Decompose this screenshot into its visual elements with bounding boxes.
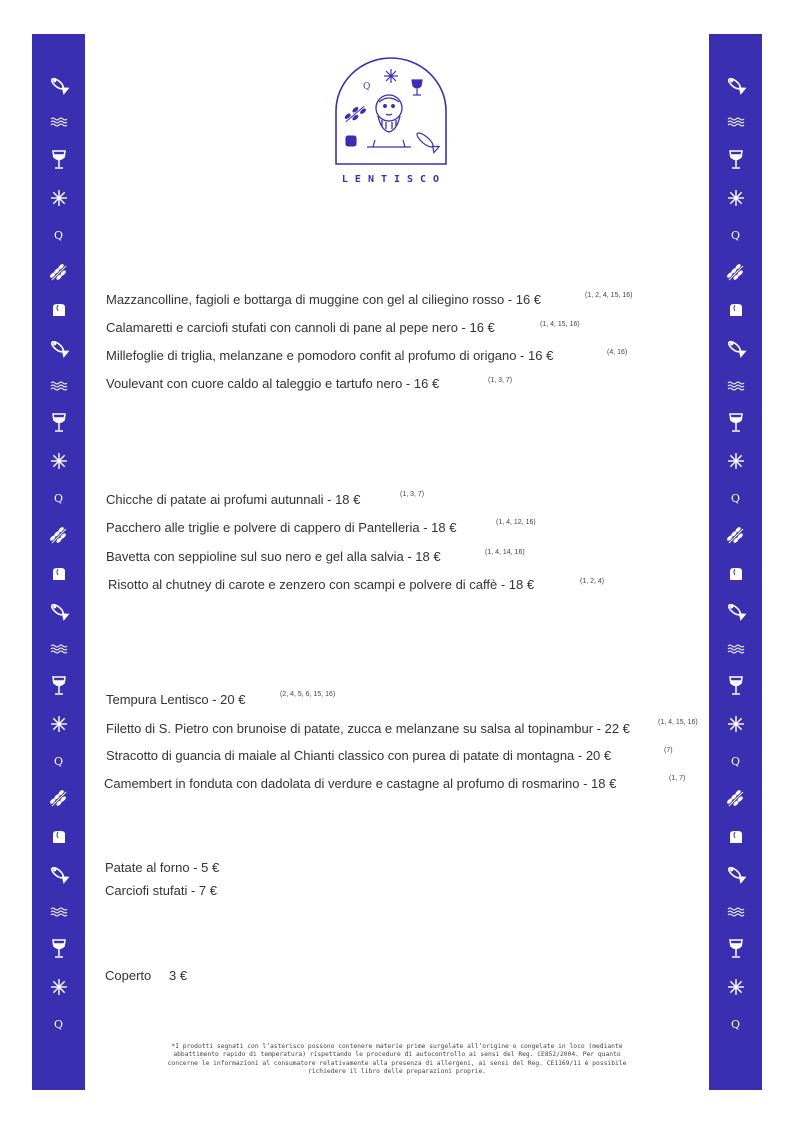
fish-icon — [709, 329, 762, 367]
waves-icon — [709, 104, 762, 142]
q-letter-icon — [709, 743, 762, 781]
coperto-label: Coperto — [105, 968, 152, 983]
right-decorative-band — [709, 34, 762, 1090]
allergen-list: (1, 4, 12, 16) — [496, 519, 536, 526]
q-letter-icon — [709, 1006, 762, 1044]
fish-icon — [32, 592, 85, 630]
q-letter-text: Q — [730, 491, 741, 505]
olive-branch-icon — [32, 254, 85, 292]
olive-branch-icon — [709, 780, 762, 818]
fish-icon — [32, 66, 85, 104]
waves-icon — [709, 367, 762, 405]
wine-glass-icon — [709, 931, 762, 969]
fish-icon — [32, 329, 85, 367]
star-icon — [32, 968, 85, 1006]
footnote-line: *I prodotti segnati con l’asterisco possono contenere materie prime surgelate all’origine o congelate in loco (mediante — [171, 1043, 623, 1050]
allergen-list: (1, 4, 15, 16) — [540, 321, 580, 328]
menu-item-primo-1: Chicche di patate ai profumi autunnali - 18 € — [106, 492, 361, 507]
q-letter-text: Q — [53, 754, 64, 768]
star-icon — [709, 705, 762, 743]
allergen-list: (1, 3, 7) — [400, 491, 425, 498]
wine-glass-icon — [32, 141, 85, 179]
q-letter-icon — [709, 480, 762, 518]
wine-glass-icon — [709, 404, 762, 442]
allergen-list: (1, 2, 4, 15, 16) — [585, 292, 633, 299]
svg-text:Q: Q — [363, 82, 371, 92]
waves-icon — [32, 893, 85, 931]
wine-glass-icon — [709, 668, 762, 706]
q-letter-text: Q — [730, 228, 741, 242]
restaurant-logo — [330, 56, 452, 185]
coperto-price: 3 € — [169, 968, 188, 983]
q-letter-text: Q — [730, 754, 741, 768]
allergen-list: (1, 3, 7) — [488, 377, 513, 384]
q-letter-text: Q — [53, 1018, 64, 1032]
allergen-list: (4, 16) — [607, 349, 628, 356]
waves-icon — [32, 630, 85, 668]
star-icon — [32, 705, 85, 743]
olive-branch-icon — [709, 517, 762, 555]
bread-icon — [709, 555, 762, 593]
menu-item-secondo-1: Tempura Lentisco - 20 € — [106, 692, 246, 707]
fish-icon — [709, 855, 762, 893]
brand-name: LENTISCO — [341, 174, 447, 185]
fish-icon — [709, 592, 762, 630]
q-letter-text: Q — [730, 1018, 741, 1032]
logo-emblem-icon — [333, 56, 449, 166]
allergen-list: (1, 2, 4) — [580, 578, 605, 585]
star-icon — [709, 442, 762, 480]
allergen-list: (7) — [664, 747, 673, 754]
menu-item-secondo-3: Stracotto di guancia di maiale al Chianti classico con purea di patate di montagna - 20 € — [106, 748, 612, 763]
waves-icon — [32, 104, 85, 142]
star-icon — [709, 179, 762, 217]
bread-icon — [709, 292, 762, 330]
waves-icon — [709, 630, 762, 668]
footnote-line: richiedere il libro delle preparazioni proprie. — [307, 1068, 487, 1076]
bread-icon — [32, 555, 85, 593]
q-letter-icon — [32, 743, 85, 781]
q-letter-text: Q — [53, 491, 64, 505]
menu-item-contorno-2: Carciofi stufati - 7 € — [105, 883, 217, 898]
fish-icon — [32, 855, 85, 893]
menu-item-antipasto-4: Voulevant con cuore caldo al taleggio e tartufo nero - 16 € — [106, 376, 440, 391]
footnote-line: abbattimento rapido di temperatura) rispettando le procedure di autocontrollo ai sensi del Reg. CE852/2004. Per quanto — [173, 1051, 621, 1059]
waves-icon — [32, 367, 85, 405]
bread-icon — [32, 292, 85, 330]
wine-glass-icon — [709, 141, 762, 179]
star-icon — [32, 179, 85, 217]
q-letter-icon — [32, 480, 85, 518]
menu-item-primo-2: Pacchero alle triglie e polvere di cappero di Pantelleria - 18 € — [106, 520, 457, 535]
menu-item-primo-4: Risotto al chutney di carote e zenzero con scampi e polvere di caffè - 18 € — [108, 577, 535, 592]
olive-branch-icon — [709, 254, 762, 292]
left-decorative-band — [32, 34, 85, 1090]
q-letter-icon — [32, 216, 85, 254]
allergen-list: (1, 4, 15, 16) — [658, 719, 698, 726]
menu-item-secondo-2: Filetto di S. Pietro con brunoise di patate, zucca e melanzane su salsa al topinambur - 22 € — [106, 721, 630, 736]
allergen-list: (1, 4, 14, 16) — [485, 549, 525, 556]
menu-item-antipasto-1: Mazzancolline, fagioli e bottarga di muggine con gel al ciliegino rosso - 16 € — [106, 292, 542, 307]
menu-item-antipasto-2: Calamaretti e carciofi stufati con cannoli di pane al pepe nero - 16 € — [106, 320, 495, 335]
star-icon — [32, 442, 85, 480]
star-icon — [709, 968, 762, 1006]
olive-branch-icon — [32, 780, 85, 818]
menu-item-secondo-4: Camembert in fonduta con dadolata di verdure e castagne al profumo di rosmarino - 18 € — [104, 776, 617, 791]
waves-icon — [709, 893, 762, 931]
q-letter-text: Q — [53, 228, 64, 242]
menu-item-antipasto-3: Millefoglie di triglia, melanzane e pomodoro confit al profumo di origano - 16 € — [106, 348, 554, 363]
allergen-list: (1, 7) — [669, 775, 686, 782]
menu-item-contorno-1: Patate al forno - 5 € — [105, 860, 220, 875]
olive-branch-icon — [32, 517, 85, 555]
footnote-line: concerne le informazioni al consumatore relativamente alla presenza di allergeni, ai sensi del Reg. CE1169/11 è possibile — [167, 1059, 627, 1067]
allergen-footnote — [118, 1043, 676, 1077]
bread-icon — [709, 818, 762, 856]
q-letter-icon — [32, 1006, 85, 1044]
allergen-list: (2, 4, 5, 6, 15, 16) — [280, 691, 336, 698]
wine-glass-icon — [32, 668, 85, 706]
menu-item-primo-3: Bavetta con seppioline sul suo nero e gel alla salvia - 18 € — [106, 549, 441, 564]
q-letter-icon — [709, 216, 762, 254]
wine-glass-icon — [32, 931, 85, 969]
bread-icon — [32, 818, 85, 856]
fish-icon — [709, 66, 762, 104]
wine-glass-icon — [32, 404, 85, 442]
